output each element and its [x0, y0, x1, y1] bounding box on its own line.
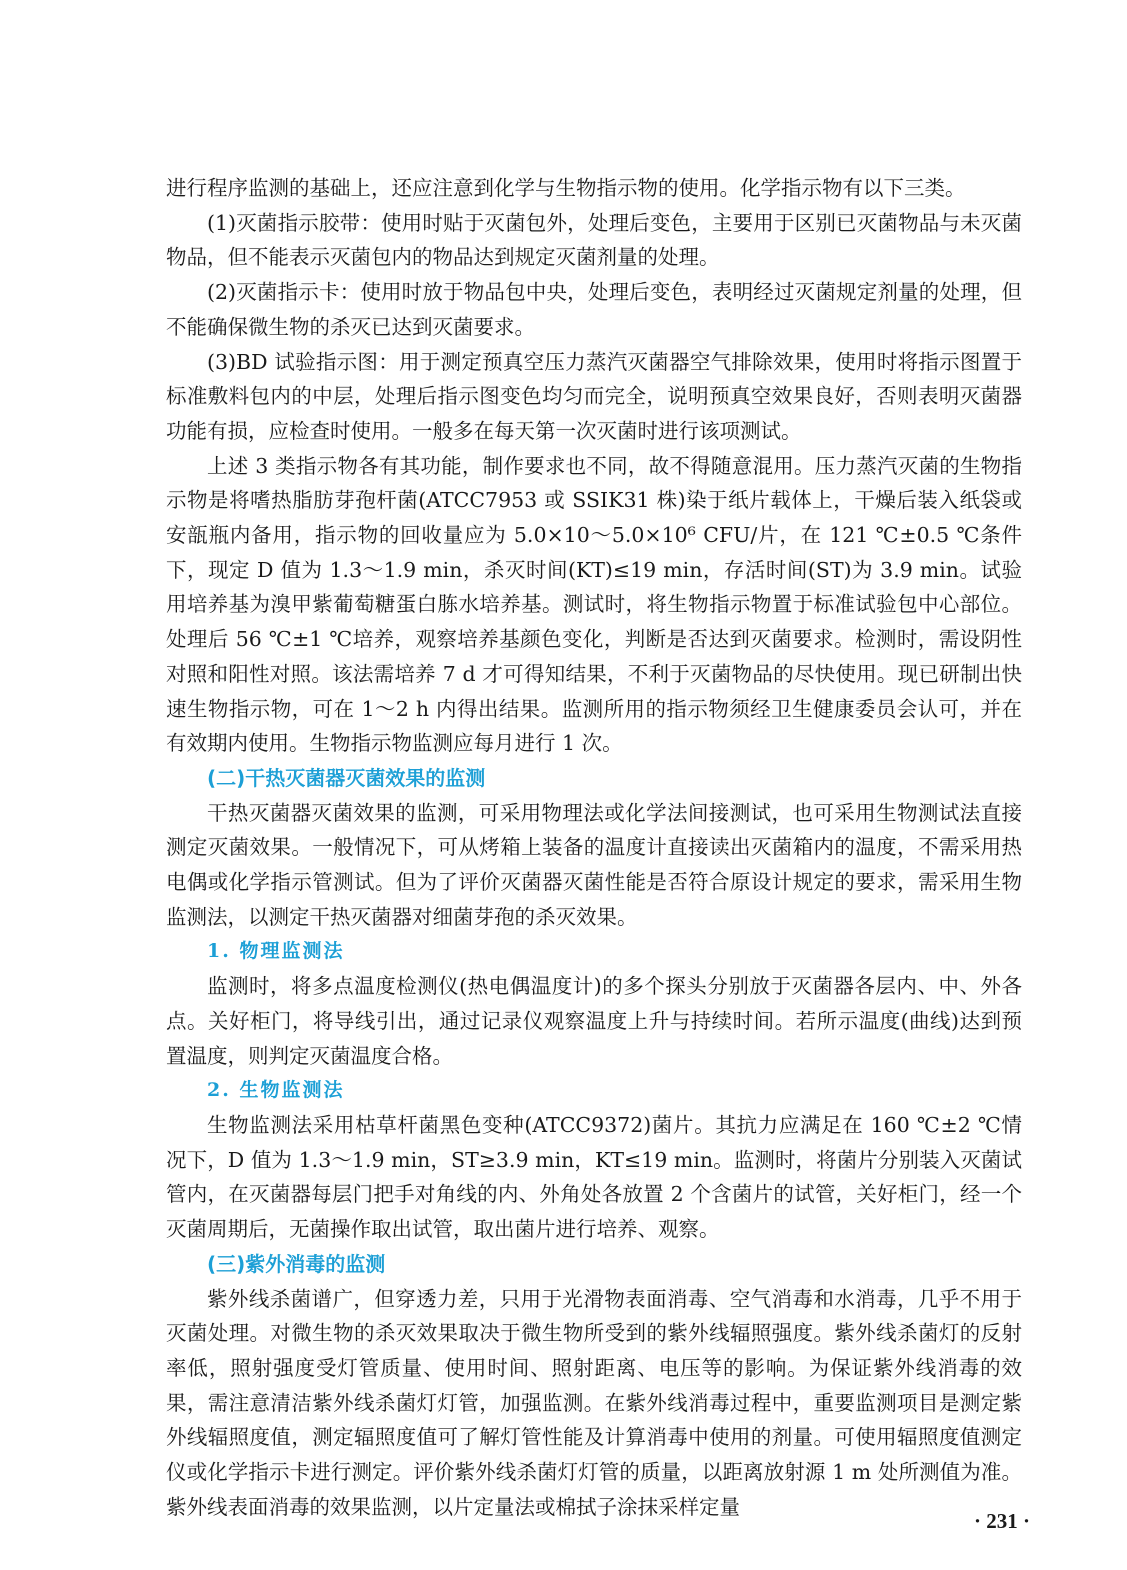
body-paragraph: (2)灭菌指示卡：使用时放于物品包中央，处理后变色，表明经过灭菌规定剂量的处理，但不能确保微生物的杀灭已达到灭菌要求。: [166, 280, 1022, 339]
page-number: · 231 ·: [973, 1509, 1030, 1533]
body-paragraph: (1)灭菌指示胶带：使用时贴于灭菌包外，处理后变色，主要用于区别已灭菌物品与未灭菌物品，但不能表示灭菌包内的物品达到规定灭菌剂量的处理。: [166, 210, 1022, 270]
page-content: [166, 171, 1022, 1524]
body-paragraph: 干热灭菌器灭菌效果的监测，可采用物理法或化学法间接测试，也可采用生物测试法直接测定灭菌效果。一般情况下，可从烤箱上装备的温度计直接读出灭菌箱内的温度，不需采用热电偶或化学指示管测试。但为了评价灭菌器灭菌性能是否符合原设计规定的要求，需采用生物监测法，以测定干热灭菌器对细菌芽孢的杀灭效果。: [166, 800, 1022, 929]
section-heading-dry-heat: (二)干热灭菌器灭菌效果的监测: [207, 765, 486, 790]
subsection-heading-physical: 1. 物理监测法: [207, 940, 345, 963]
subsection-heading-biological: 2. 生物监测法: [207, 1079, 345, 1102]
body-paragraph: 上述 3 类指示物各有其功能，制作要求也不同，故不得随意混用。压力蒸汽灭菌的生物指示物是将嗜热脂肪芽孢杆菌(ATCC7953 或 SSIK31 株)染于纸片载体上，干燥后装入纸袋或安瓿瓶内备用，指示物的回收量应为 5.0×10～5.0×10⁶ CFU/片，在 121 ℃±0.5 ℃条件下，现定 D 值为 1.3～1.9 min，杀灭时间(KT)≤19 min，存活时间(ST)为 3.9 min。试验用培养基为溴甲紫葡萄糖蛋白胨水培养基。测试时，将生物指示物置于标准试验包中心部位。处理后 56 ℃±1 ℃培养，观察培养基颜色变化，判断是否达到灭菌要求。检测时，需设阴性对照和阳性对照。该法需培养 7 d 才可得知结果，不利于灭菌物品的尽快使用。现已研制出快速生物指示物，可在 1～2 h 内得出结果。监测所用的指示物须经卫生健康委员会认可，并在有效期内使用。生物指示物监测应每月进行 1 次。: [166, 453, 1022, 756]
body-paragraph: 监测时，将多点温度检测仪(热电偶温度计)的多个探头分别放于灭菌器各层内、中、外各点。关好柜门，将导线引出，通过记录仪观察温度上升与持续时间。若所示温度(曲线)达到预置温度，则判定灭菌温度合格。: [166, 974, 1022, 1068]
body-paragraph: 紫外线杀菌谱广，但穿透力差，只用于光滑物表面消毒、空气消毒和水消毒，几乎不用于灭菌处理。对微生物的杀灭效果取决于微生物所受到的紫外线辐照强度。紫外线杀菌灯的反射率低，照射强度受灯管质量、使用时间、照射距离、电压等的影响。为保证紫外线消毒的效果，需注意清洁紫外线杀菌灯灯管，加强监测。在紫外线消毒过程中，重要监测项目是测定紫外线辐照度值，测定辐照度值可了解灯管性能及计算消毒中使用的剂量。可使用辐照度值测定仪或化学指示卡进行测定。评价紫外线杀菌灯灯管的质量，以距离放射源 1 m 处所测值为准。紫外线表面消毒的效果监测，以片定量法或棉拭子涂抹采样定量: [166, 1286, 1022, 1519]
body-paragraph: 进行程序监测的基础上，还应注意到化学与生物指示物的使用。化学指示物有以下三类。: [166, 176, 966, 200]
section-heading-uv: (三)紫外消毒的监测: [207, 1251, 386, 1276]
body-paragraph: 生物监测法采用枯草杆菌黑色变种(ATCC9372)菌片。其抗力应满足在 160 ℃±2 ℃情况下，D 值为 1.3～1.9 min，ST≥3.9 min，KT≤19 min。监测时，将菌片分别装入灭菌试管内，在灭菌器每层门把手对角线的内、外角处各放置 2 个含菌片的试管，关好柜门，经一个灭菌周期后，无菌操作取出试管，取出菌片进行培养、观察。: [166, 1112, 1022, 1242]
body-paragraph: (3)BD 试验指示图：用于测定预真空压力蒸汽灭菌器空气排除效果，使用时将指示图置于标准敷料包内的中层，处理后指示图变色均匀而完全，说明预真空效果良好，否则表明灭菌器功能有损，应检查时使用。一般多在每天第一次灭菌时进行该项测试。: [166, 349, 1022, 443]
